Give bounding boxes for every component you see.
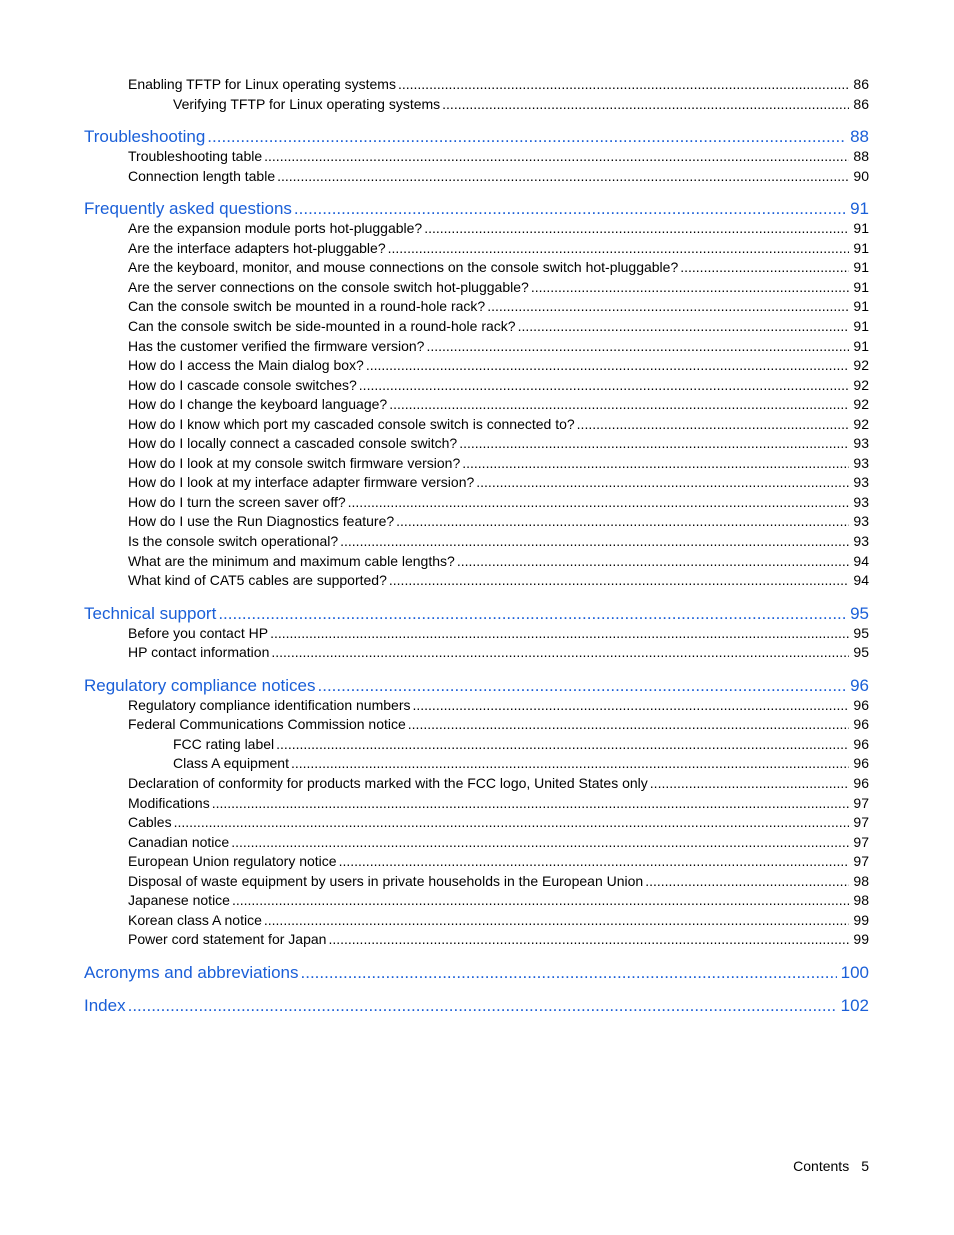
toc-section-link[interactable] (128, 168, 869, 186)
toc-section-link[interactable] (173, 755, 869, 773)
toc-entry-title: Can the console switch be mounted in a round-hole rack? (128, 298, 486, 315)
dot-leader (408, 716, 850, 732)
dot-leader (318, 676, 847, 696)
toc-entry-page-number: 92 (853, 357, 869, 374)
toc-entry-page-number: 93 (853, 513, 869, 530)
toc-entry-title: How do I turn the screen saver off? (128, 493, 346, 510)
toc-section-link[interactable] (128, 377, 869, 395)
toc-entry-title: Federal Communications Commission notice (128, 716, 406, 733)
toc-section-link[interactable] (128, 240, 869, 258)
dot-leader (424, 220, 849, 236)
toc-entry-title: Class A equipment (173, 755, 289, 772)
toc-entry-title: Technical support (84, 603, 217, 623)
toc-section-link[interactable] (128, 318, 869, 336)
toc-entry-page-number: 94 (853, 572, 869, 589)
toc-entry-title: Can the console switch be side-mounted in a round-hole rack? (128, 317, 516, 334)
toc-entry-title: Troubleshooting table (128, 148, 263, 165)
toc-entry-title: Modifications (128, 794, 210, 811)
toc-chapter-link[interactable] (84, 676, 869, 698)
dot-leader (271, 644, 849, 660)
toc-entry-page-number: 96 (853, 735, 869, 752)
dot-leader (301, 963, 837, 983)
toc-entry-page-number: 97 (853, 814, 869, 831)
toc-entry-page-number: 91 (853, 317, 869, 334)
toc-entry-title: Enabling TFTP for Linux operating systems (128, 76, 396, 92)
toc-section-link[interactable] (128, 148, 869, 166)
toc-entry-title: How do I know which port my cascaded console switch is connected to? (128, 415, 575, 432)
toc-entry-page-number: 86 (853, 76, 869, 92)
toc-entry-page-number: 93 (853, 454, 869, 471)
dot-leader (396, 513, 849, 529)
toc-entry-title: Canadian notice (128, 833, 230, 850)
toc-chapter-link[interactable] (84, 963, 869, 985)
dot-leader (366, 357, 850, 373)
toc-entry-title: Cables (128, 814, 172, 831)
dot-leader (264, 148, 849, 164)
toc-section-link[interactable] (128, 697, 869, 715)
footer-section-label: Contents (793, 1158, 850, 1174)
dot-leader (231, 834, 849, 850)
toc-entry-title: Index (84, 995, 126, 1015)
toc-entry-title: Is the console switch operational? (128, 533, 339, 549)
toc-entry-page-number: 91 (853, 259, 869, 276)
toc-section-link[interactable] (128, 533, 869, 551)
toc-section-link[interactable] (128, 416, 869, 434)
dot-leader (388, 240, 850, 256)
toc-section-link[interactable] (128, 220, 869, 238)
toc-entry-page-number: 97 (853, 853, 869, 870)
dot-leader (476, 474, 849, 490)
toc-entry-title: Connection length table (128, 167, 276, 184)
toc-entry-page-number: 95 (853, 644, 869, 661)
dot-leader (412, 697, 849, 713)
toc-section-link[interactable] (128, 474, 869, 492)
toc-chapter-link[interactable] (84, 996, 869, 1018)
dot-leader (207, 127, 846, 147)
dot-leader (650, 775, 850, 791)
toc-entry-page-number: 99 (853, 911, 869, 928)
dot-leader (457, 553, 850, 569)
toc-entry-title: Has the customer verified the firmware version? (128, 337, 425, 354)
toc-section-link[interactable] (128, 892, 869, 910)
toc-section-link[interactable] (128, 396, 869, 414)
toc-section-link[interactable] (173, 736, 869, 754)
toc-entry-title: Disposal of waste equipment by users in private households in the European Union (128, 872, 644, 889)
toc-entry-title: What kind of CAT5 cables are supported? (128, 572, 387, 589)
toc-section-link[interactable] (128, 912, 869, 930)
toc-entry-page-number: 92 (853, 415, 869, 432)
toc-section-link[interactable] (128, 572, 869, 590)
toc-section-link[interactable] (128, 814, 869, 832)
dot-leader (294, 199, 846, 219)
dot-leader (359, 377, 850, 393)
toc-entry-title: Regulatory compliance notices (84, 675, 316, 695)
toc-entry-title: HP contact information (128, 644, 270, 661)
toc-entry-page-number: 95 (850, 603, 869, 623)
toc-section-link[interactable] (128, 298, 869, 316)
toc-section-link[interactable] (128, 338, 869, 356)
toc-section-link[interactable] (128, 931, 869, 949)
dot-leader (218, 604, 846, 624)
toc-chapter-link[interactable] (84, 127, 869, 149)
toc-entry-title: Are the server connections on the console switch hot-pluggable? (128, 278, 529, 295)
dot-leader (232, 892, 849, 908)
toc-entry-title: How do I access the Main dialog box? (128, 357, 364, 374)
toc-entry-page-number: 88 (853, 148, 869, 165)
toc-entry-title: Power cord statement for Japan (128, 931, 327, 948)
toc-entry-title: How do I change the keyboard language? (128, 396, 388, 413)
toc-entry-page-number: 95 (853, 624, 869, 641)
toc-section-link[interactable] (128, 494, 869, 512)
toc-entry-page-number: 94 (853, 552, 869, 569)
toc-entry-page-number: 86 (853, 95, 869, 112)
dot-leader (531, 279, 850, 295)
dot-leader (291, 755, 849, 771)
dot-leader (270, 625, 849, 641)
toc-section-link[interactable] (128, 357, 869, 375)
toc-section-link[interactable] (128, 625, 869, 643)
toc-entry-page-number: 93 (853, 474, 869, 491)
toc-section-link[interactable] (128, 455, 869, 473)
toc-entry-page-number: 91 (853, 220, 869, 237)
toc-chapter-link[interactable] (84, 604, 869, 626)
footer-page-number: 5 (861, 1158, 869, 1174)
dot-leader (277, 168, 849, 184)
toc-entry-title: FCC rating label (173, 735, 275, 752)
toc-entry-page-number: 98 (853, 892, 869, 909)
toc-entry-title: European Union regulatory notice (128, 853, 337, 870)
toc-entry-page-number: 96 (853, 755, 869, 772)
dot-leader (462, 455, 849, 471)
dot-leader (389, 396, 849, 412)
toc-entry-title: Regulatory compliance identification numbers (128, 696, 411, 713)
toc-entry-title: How do I look at my console switch firmware version? (128, 454, 461, 471)
dot-leader (276, 736, 849, 752)
toc-entry-title: Before you contact HP (128, 624, 269, 641)
toc-entry-title: Japanese notice (128, 892, 230, 909)
toc-entry-title: Acronyms and abbreviations (84, 962, 299, 982)
toc-section-link[interactable] (128, 259, 869, 277)
toc-section-link[interactable] (128, 76, 869, 94)
toc-entry-title: How do I use the Run Diagnostics feature? (128, 513, 395, 530)
dot-leader (459, 435, 849, 451)
dot-leader (577, 416, 850, 432)
toc-section-link[interactable] (128, 853, 869, 871)
toc-entry-title: Are the keyboard, monitor, and mouse connections on the console switch hot-pluggable? (128, 259, 679, 276)
toc-section-link[interactable] (128, 775, 869, 793)
toc-section-link[interactable] (128, 435, 869, 453)
dot-leader (174, 814, 850, 830)
toc-entry-page-number: 90 (853, 167, 869, 184)
toc-entry-title: How do I cascade console switches? (128, 376, 357, 393)
toc-entry-title: Are the expansion module ports hot-pluggable? (128, 220, 423, 237)
dot-leader (426, 338, 849, 354)
dot-leader (680, 259, 849, 275)
toc-entry-page-number: 92 (853, 376, 869, 393)
toc-entry-page-number: 91 (853, 278, 869, 295)
toc-entry-title: How do I look at my interface adapter firmware version? (128, 474, 475, 491)
dot-leader (128, 996, 837, 1016)
toc-entry-page-number: 102 (840, 995, 869, 1015)
toc-section-link[interactable] (128, 795, 869, 813)
toc-entry-page-number: 91 (850, 199, 869, 219)
toc-section-link[interactable] (128, 644, 869, 662)
toc-entry-title: Are the interface adapters hot-pluggable? (128, 239, 386, 256)
toc-entry-page-number: 96 (850, 675, 869, 695)
toc-entry-page-number: 96 (853, 696, 869, 713)
toc-section-link[interactable] (128, 279, 869, 297)
toc-entry-title: Declaration of conformity for products marked with the FCC logo, United States only (128, 774, 648, 791)
toc-entry-title: How do I locally connect a cascaded console switch? (128, 435, 458, 452)
page-footer (700, 1158, 869, 1174)
dot-leader (389, 572, 850, 588)
toc-section-link[interactable] (128, 716, 869, 734)
toc-section-link[interactable] (128, 873, 869, 891)
toc-entry-page-number: 93 (853, 435, 869, 452)
toc-entry-title: Verifying TFTP for Linux operating systems (173, 95, 441, 112)
dot-leader (442, 96, 849, 112)
toc-entry-page-number: 88 (850, 127, 869, 147)
toc-entry-page-number: 99 (853, 931, 869, 948)
toc-entry-page-number: 98 (853, 872, 869, 889)
toc-entry-page-number: 100 (840, 962, 869, 982)
dot-leader (212, 795, 850, 811)
toc-entry-title: Troubleshooting (84, 127, 206, 147)
dot-leader (518, 318, 850, 334)
toc-section-link[interactable] (173, 96, 869, 114)
toc-entry-page-number: 97 (853, 794, 869, 811)
toc-entry-page-number: 91 (853, 298, 869, 315)
dot-leader (348, 494, 850, 510)
toc-entry-page-number: 96 (853, 774, 869, 791)
dot-leader (398, 76, 849, 92)
dot-leader (328, 931, 849, 947)
toc-entry-page-number: 91 (853, 239, 869, 256)
toc-entry-page-number: 97 (853, 833, 869, 850)
toc-entry-page-number: 91 (853, 337, 869, 354)
dot-leader (264, 912, 850, 928)
toc-section-link[interactable] (128, 553, 869, 571)
dot-leader (340, 533, 849, 549)
toc-section-link[interactable] (128, 513, 869, 531)
toc-chapter-link[interactable] (84, 199, 869, 221)
toc-entry-page-number: 96 (853, 716, 869, 733)
toc-entry-title: Korean class A notice (128, 911, 262, 928)
dot-leader (339, 853, 850, 869)
toc-section-link[interactable] (128, 834, 869, 852)
toc-entry-title: What are the minimum and maximum cable lengths? (128, 552, 455, 569)
toc-entry-title: Frequently asked questions (84, 199, 292, 219)
dot-leader (645, 873, 849, 889)
toc-entry-page-number: 92 (853, 396, 869, 413)
toc-entry-page-number: 93 (853, 533, 869, 549)
toc-entry-page-number: 93 (853, 493, 869, 510)
dot-leader (487, 298, 849, 314)
